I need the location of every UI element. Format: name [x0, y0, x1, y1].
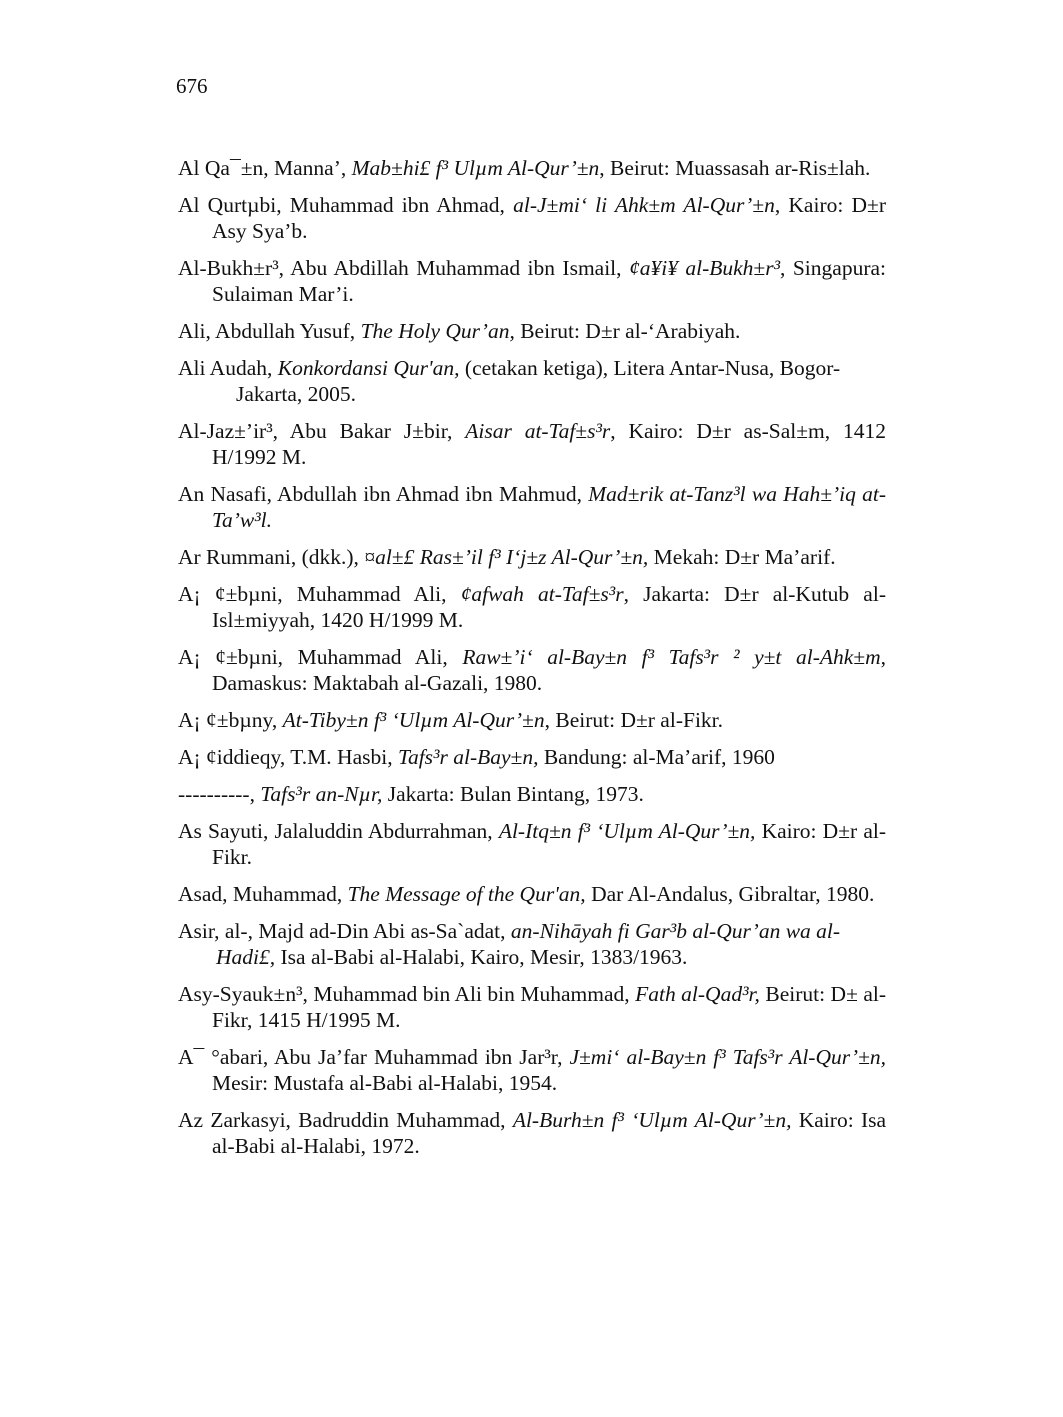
entry-publisher: , Damaskus: Maktabah al-Gazali, 1980. [212, 645, 886, 695]
entry-title: Mad±rik at-Tanz³l wa Hah±’iq at-Ta’w³l. [212, 482, 886, 532]
entry-title: Fath al-Qad³r, [635, 982, 760, 1006]
entry-publisher: , Singapura: Sulaiman Mar’i. [212, 256, 886, 306]
entry-title: Raw±’i‘ al-Bay±n f³ Tafs³r ² y±t al-Ahk±m [462, 645, 881, 669]
bibliography-entry [178, 781, 886, 807]
entry-author: A¡ ¢±bµni, Muhammad Ali, [178, 582, 461, 606]
entry-author: A¡ ¢±bµny, [178, 708, 283, 732]
entry-title: ¤al±£ Ras±’il f³ I‘j±z Al-Qur’±n, [364, 545, 649, 569]
bibliography-entry [178, 192, 886, 244]
entry-author: Ali, Abdullah Yusuf, [178, 319, 361, 343]
entry-publisher: Dar Al-Andalus, Gibraltar, 1980. [585, 882, 875, 906]
entry-publisher: Bandung: al-Ma’arif, 1960 [538, 745, 775, 769]
entry-publisher: , Kairo: D±r as-Sal±m, 1412 H/1992 M. [212, 419, 886, 469]
entry-title: Al-Itq±n f³ ‘Ulµm Al-Qur’±n, [498, 819, 756, 843]
entry-title: ¢a¥i¥ al-Bukh±r³ [628, 256, 781, 280]
entry-title: ¢afwah at-Taf±s³r [460, 582, 624, 606]
entry-author: ----------, [178, 782, 261, 806]
entry-author: Al-Bukh±r³, Abu Abdillah Muhammad ibn Ismail, [178, 256, 629, 280]
entry-author: Asy-Syauk±n³, Muhammad bin Ali bin Muhammad, [178, 982, 636, 1006]
page-number: 676 [176, 74, 208, 98]
bibliography-entry [178, 818, 886, 870]
entry-title: Konkordansi Qur'an, [277, 356, 460, 380]
entry-publisher: Kairo: Isa al-Babi al-Halabi, 1972. [212, 1108, 887, 1158]
entry-publisher: Isa al-Babi al-Halabi, Kairo, Mesir, 1383/1963. [275, 945, 688, 969]
bibliography-entry [178, 707, 886, 733]
bibliography-list [178, 155, 886, 1170]
bibliography-entry [178, 981, 886, 1033]
entry-author: Ali Audah, [178, 356, 278, 380]
entry-author: Al-Jaz±’ir³, Abu Bakar J±bir, [178, 419, 466, 443]
entry-author: A¡ ¢iddieqy, T.M. Hasbi, [178, 745, 398, 769]
entry-title: Mab±hi£ f³ Ulµm Al-Qur’±n [351, 156, 600, 180]
bibliography-entry [178, 644, 886, 696]
bibliography-entry [178, 481, 886, 533]
bibliography-entry [178, 581, 886, 633]
entry-author: Az Zarkasyi, Badruddin Muhammad, [178, 1108, 513, 1132]
entry-title: Tafs³r an-Nµr, [260, 782, 383, 806]
entry-publisher: (cetakan ketiga), Litera Antar-Nusa, Bogor-Jakarta, 2005. [236, 356, 841, 406]
entry-author: Al Qurtµbi, Muhammad ibn Ahmad, [178, 193, 514, 217]
entry-title: At-Tiby±n f³ ‘Ulµm Al-Qur’±n [282, 708, 545, 732]
bibliography-entry [178, 918, 886, 970]
entry-author: Al Qa¯±n, Manna’, [178, 156, 352, 180]
entry-title: al-J±mi‘ li Ahk±m Al-Qur’±n [513, 193, 775, 217]
entry-author: An Nasafi, Abdullah ibn Ahmad ibn Mahmud, [178, 482, 589, 506]
bibliography-entry [178, 418, 886, 470]
entry-title: The Holy Qur’an, [360, 319, 515, 343]
bibliography-entry [178, 881, 886, 907]
entry-author: Ar Rummani, (dkk.), [178, 545, 365, 569]
bibliography-entry [178, 155, 886, 181]
entry-author: Asir, al-, Majd ad-Din Abi as-Sa`adat, [178, 919, 511, 943]
entry-title: Aisar at-Taf±s³r [465, 419, 611, 443]
entry-author: Asad, Muhammad, [178, 882, 348, 906]
bibliography-entry [178, 255, 886, 307]
entry-title: Tafs³r al-Bay±n, [397, 745, 539, 769]
entry-publisher: Beirut: D± al-Fikr, 1415 H/1995 M. [212, 982, 887, 1032]
bibliography-entry [178, 544, 886, 570]
entry-title: J±mi‘ al-Bay±n f³ Tafs³r Al-Qur’±n, [569, 1045, 886, 1069]
entry-author: A¯ °abari, Abu Ja’far Muhammad ibn Jar³r, [178, 1045, 570, 1069]
bibliography-entry [178, 1107, 886, 1159]
entry-author: A¡ ¢±bµni, Muhammad Ali, [178, 645, 463, 669]
bibliography-entry [178, 355, 886, 407]
entry-title: an-Nihāyah fi Gar³b al-Qur’an wa al-Hadi£, [216, 919, 841, 969]
entry-title: Al-Burh±n f³ ‘Ulµm Al-Qur’±n, [512, 1108, 792, 1132]
entry-publisher: , Beirut: D±r al-Fikr. [544, 708, 724, 732]
entry-publisher: Mesir: Mustafa al-Babi al-Halabi, 1954. [212, 1071, 558, 1095]
bibliography-entry [178, 744, 886, 770]
entry-publisher: , Jakarta: D±r al-Kutub al-Isl±miyyah, 1420 H/1999 M. [212, 582, 886, 632]
bibliography-entry [178, 318, 886, 344]
entry-publisher: Beirut: D±r al-‘Arabiyah. [514, 319, 741, 343]
entry-title: The Message of the Qur'an, [347, 882, 586, 906]
entry-publisher: , Beirut: Muassasah ar-Ris±lah. [599, 156, 871, 180]
entry-publisher: Mekah: D±r Ma’arif. [648, 545, 836, 569]
entry-publisher: Kairo: D±r al-Fikr. [212, 819, 886, 869]
entry-publisher: Jakarta: Bulan Bintang, 1973. [382, 782, 644, 806]
bibliography-entry [178, 1044, 886, 1096]
entry-publisher: , Kairo: D±r Asy Sya’b. [212, 193, 886, 243]
entry-author: As Sayuti, Jalaluddin Abdurrahman, [178, 819, 499, 843]
